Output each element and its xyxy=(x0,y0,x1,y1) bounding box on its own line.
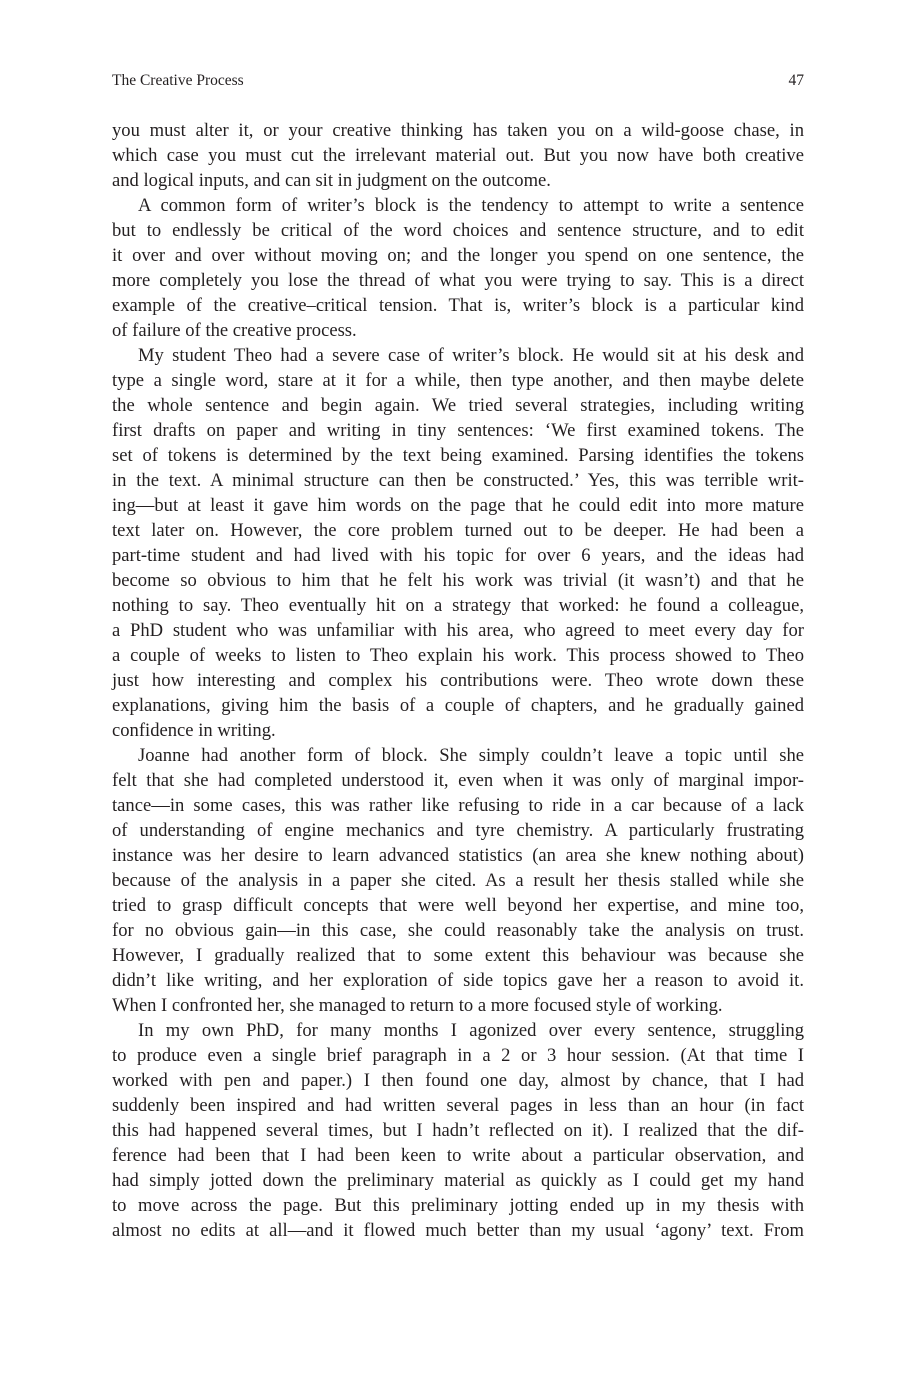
text-line: However, I gradually realized that to some extent this behaviour was because she xyxy=(112,945,804,966)
text-line: When I confronted her, she managed to return to a more focused style of working. xyxy=(112,995,723,1016)
paragraph xyxy=(112,193,804,343)
running-title: The Creative Process xyxy=(112,72,244,89)
text-line: tried to grasp difficult concepts that were well beyond her expertise, and mine too, xyxy=(112,895,804,916)
text-line: to produce even a single brief paragraph in a 2 or 3 hour session. (At that time I xyxy=(112,1045,804,1066)
text-line: of failure of the creative process. xyxy=(112,320,357,341)
text-line: set of tokens is determined by the text being examined. Parsing identifies the tokens xyxy=(112,445,804,466)
text-line: tance—in some cases, this was rather like refusing to ride in a car because of a lack xyxy=(112,795,804,816)
text-line: worked with pen and paper.) I then found one day, almost by chance, that I had xyxy=(112,1070,804,1091)
text-line: type a single word, stare at it for a while, then type another, and then maybe delete xyxy=(112,370,804,391)
text-line: My student Theo had a severe case of writer’s block. He would sit at his desk and xyxy=(138,345,804,366)
text-line: the whole sentence and begin again. We tried several strategies, including writing xyxy=(112,395,804,416)
paragraph xyxy=(112,343,804,743)
text-line: more completely you lose the thread of what you were trying to say. This is a direct xyxy=(112,270,804,291)
text-line: didn’t like writing, and her exploration of side topics gave her a reason to avoid it. xyxy=(112,970,804,991)
text-line: of understanding of engine mechanics and tyre chemistry. A particularly frustrating xyxy=(112,820,804,841)
text-line: explanations, giving him the basis of a couple of chapters, and he gradually gained xyxy=(112,695,804,716)
paragraph xyxy=(112,118,804,193)
text-line: first drafts on paper and writing in tiny sentences: ‘We first examined tokens. The xyxy=(112,420,804,441)
text-line: instance was her desire to learn advanced statistics (an area she knew nothing about) xyxy=(112,845,804,866)
text-line: become so obvious to him that he felt his work was trivial (it wasn’t) and that he xyxy=(112,570,804,591)
body-text xyxy=(112,118,804,1243)
text-line: nothing to say. Theo eventually hit on a strategy that worked: he found a colleague, xyxy=(112,595,804,616)
text-line: this had happened several times, but I hadn’t reflected on it). I realized that the dif- xyxy=(112,1120,804,1141)
text-line: A common form of writer’s block is the tendency to attempt to write a sentence xyxy=(138,195,804,216)
text-line: a PhD student who was unfamiliar with his area, who agreed to meet every day for xyxy=(112,620,804,641)
text-line: In my own PhD, for many months I agonized over every sentence, struggling xyxy=(138,1020,804,1041)
text-line: almost no edits at all—and it flowed much better than my usual ‘agony’ text. From xyxy=(112,1220,804,1241)
text-line: Joanne had another form of block. She simply couldn’t leave a topic until she xyxy=(138,745,804,766)
page-number: 47 xyxy=(788,72,804,89)
text-line: suddenly been inspired and had written several pages in less than an hour (in fact xyxy=(112,1095,804,1116)
text-line: just how interesting and complex his contributions were. Theo wrote down these xyxy=(112,670,804,691)
page-header xyxy=(112,72,804,96)
text-line: to move across the page. But this preliminary jotting ended up in my thesis with xyxy=(112,1195,804,1216)
text-line: because of the analysis in a paper she cited. As a result her thesis stalled while she xyxy=(112,870,804,891)
text-line: you must alter it, or your creative thinking has taken you on a wild-goose chase, in xyxy=(112,120,804,141)
text-line: and logical inputs, and can sit in judgment on the outcome. xyxy=(112,170,551,191)
paragraph xyxy=(112,743,804,1018)
text-line: had simply jotted down the preliminary material as quickly as I could get my hand xyxy=(112,1170,804,1191)
text-line: ference had been that I had been keen to write about a particular observation, and xyxy=(112,1145,804,1166)
text-line: which case you must cut the irrelevant material out. But you now have both creative xyxy=(112,145,804,166)
paragraph xyxy=(112,1018,804,1243)
text-line: but to endlessly be critical of the word choices and sentence structure, and to edit xyxy=(112,220,804,241)
text-line: it over and over without moving on; and the longer you spend on one sentence, the xyxy=(112,245,804,266)
text-line: ing—but at least it gave him words on the page that he could edit into more mature xyxy=(112,495,804,516)
text-line: text later on. However, the core problem turned out to be deeper. He had been a xyxy=(112,520,804,541)
text-line: confidence in writing. xyxy=(112,720,276,741)
text-line: in the text. A minimal structure can then be constructed.’ Yes, this was terrible writ- xyxy=(112,470,804,491)
text-line: part-time student and had lived with his topic for over 6 years, and the ideas had xyxy=(112,545,804,566)
text-line: for no obvious gain—in this case, she could reasonably take the analysis on trust. xyxy=(112,920,804,941)
text-line: a couple of weeks to listen to Theo explain his work. This process showed to Theo xyxy=(112,645,804,666)
text-line: example of the creative–critical tension. That is, writer’s block is a particular kind xyxy=(112,295,804,316)
text-line: felt that she had completed understood it, even when it was only of marginal impor- xyxy=(112,770,804,791)
